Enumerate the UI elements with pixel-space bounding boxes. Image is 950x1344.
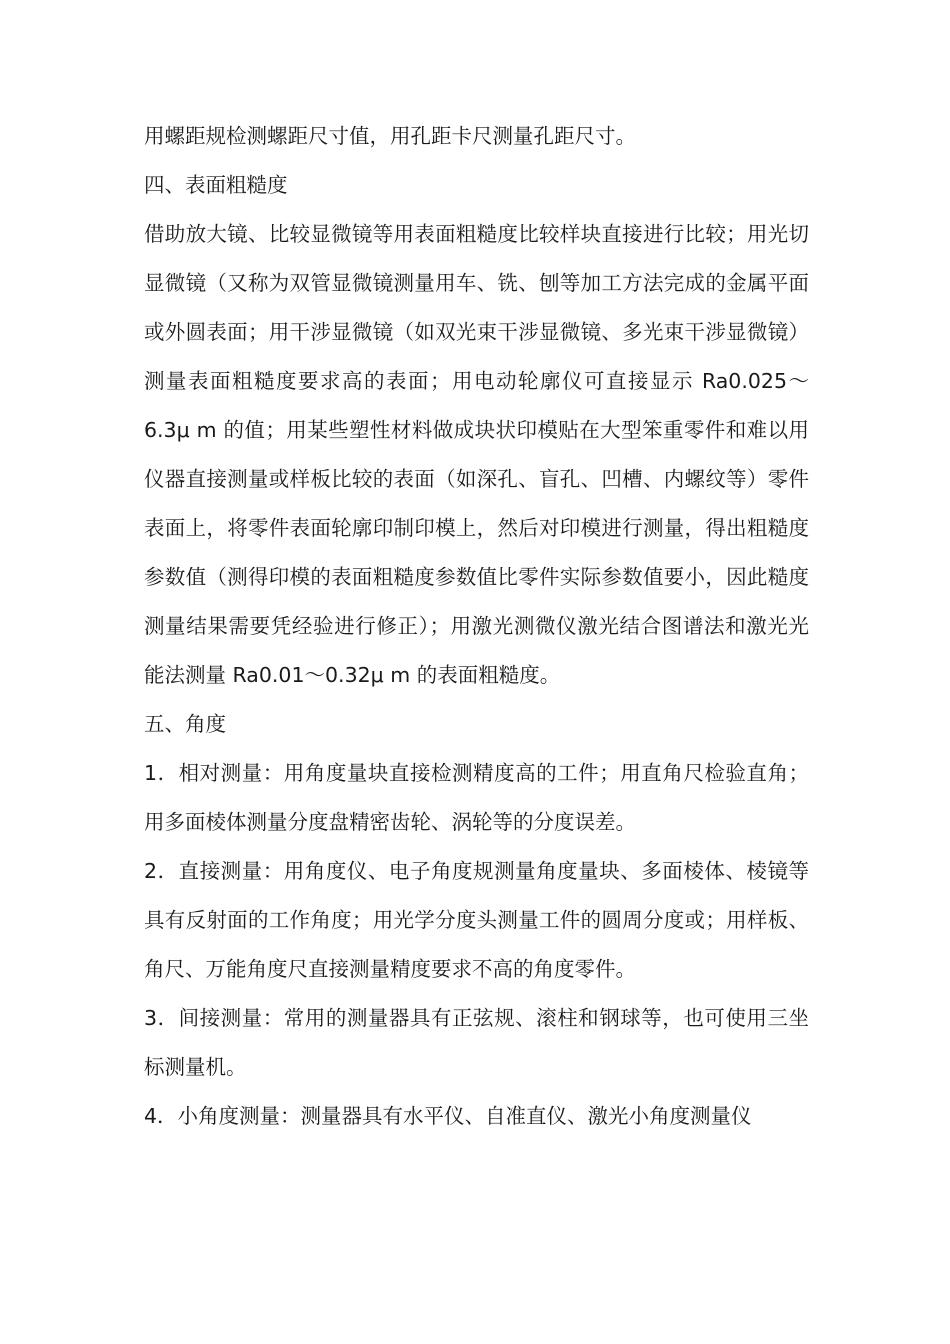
section-heading-angle: 五、角度 — [144, 712, 226, 736]
paragraph-direct-measurement: 2．直接测量：用角度仪、电子角度规测量角度量块、多面棱体、棱镜等具有反射面的工作角度；用光学分度头测量工件的圆周分度或；用样板、角尺、万能角度尺直接测量精度要求不高的角度零件。 — [144, 859, 809, 981]
paragraph-pitch-gauge: 用螺距规检测螺距尺寸值，用孔距卡尺测量孔距尺寸。 — [144, 124, 636, 148]
document-body — [144, 112, 809, 1141]
paragraph-indirect-measurement: 3．间接测量：常用的测量器具有正弦规、滚柱和钢球等，也可使用三坐标测量机。 — [144, 1006, 809, 1079]
paragraph-surface-roughness: 借助放大镜、比较显微镜等用表面粗糙度比较样块直接进行比较；用光切显微镜（又称为双管显微镜测量用车、铣、刨等加工方法完成的金属平面或外圆表面；用干涉显微镜（如双光束干涉显微镜、多光束干涉显微镜）测量表面粗糙度要求高的表面；用电动轮廓仪可直接显示 Ra0.025～6.3μ m 的值；用某些塑性材料做成块状印模贴在大型笨重零件和难以用仪器直接测量或样板比较的表面（如深孔、盲孔、凹槽、内螺纹等）零件表面上，将零件表面轮廓印制印模上，然后对印模进行测量，得出粗糙度参数值（测得印模的表面粗糙度参数值比零件实际参数值要小，因此糙度测量结果需要凭经验进行修正）；用激光测微仪激光结合图谱法和激光光能法测量 Ra0.01～0.32μ m 的表面粗糙度。 — [144, 222, 809, 687]
section-heading-surface-roughness: 四、表面粗糙度 — [144, 173, 288, 197]
paragraph-relative-measurement: 1．相对测量：用角度量块直接检测精度高的工件；用直角尺检验直角；用多面棱体测量分度盘精密齿轮、涡轮等的分度误差。 — [144, 761, 809, 834]
paragraph-small-angle-measurement: 4．小角度测量：测量器具有水平仪、自准直仪、激光小角度测量仪 — [144, 1104, 752, 1128]
